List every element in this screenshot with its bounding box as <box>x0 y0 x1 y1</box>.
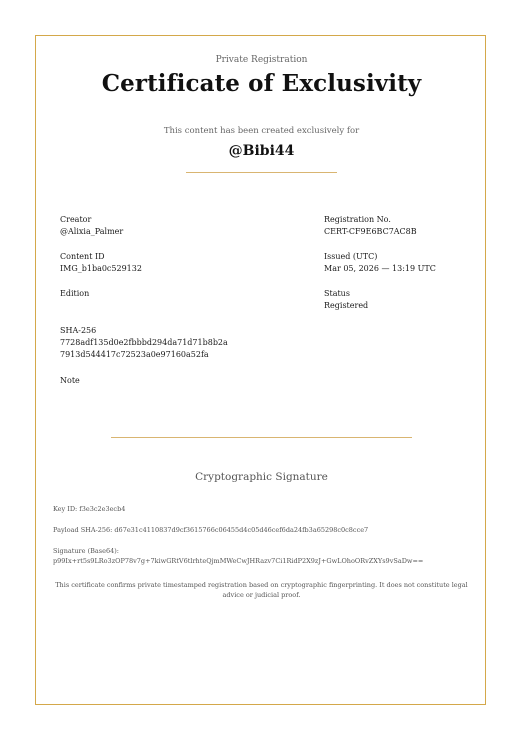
divider-long <box>111 437 412 438</box>
content-id-label: Content ID <box>60 252 105 261</box>
status-field <box>324 288 368 312</box>
edition-label: Edition <box>60 289 90 298</box>
signature-value: p99Ix+rt5s9LRo3zOP78v7g+7kiwGRtV6tlrhteQjmMWeCwJHRazv7Ci1RidP2X9zJ+GwLOhoORvZXYs9vSaDw== <box>53 557 424 565</box>
registration-no-label: Registration No. <box>324 215 391 224</box>
disclaimer-text: This certificate confirms private timestamped registration based on cryptographic fingerprinting. It does not constitute legal advice or judicial proof. <box>55 581 468 599</box>
certificate-title: Certificate of Exclusivity <box>101 70 422 97</box>
creator-label: Creator <box>60 215 92 224</box>
signature-label: Signature (Base64): <box>53 547 119 555</box>
issued-label: Issued (UTC) <box>324 252 378 261</box>
certificate-kicker: Private Registration <box>215 55 308 65</box>
status-label: Status <box>324 289 350 298</box>
divider-short <box>186 172 337 173</box>
registration-no-value: CERT-CF9E6BC7AC8B <box>324 227 417 236</box>
signature-heading: Cryptographic Signature <box>195 471 328 483</box>
content-id-value: IMG_b1ba0c529132 <box>60 264 142 273</box>
issued-field <box>324 251 436 275</box>
content-id-field <box>60 251 142 275</box>
status-value: Registered <box>324 301 369 310</box>
sha256-value-line2: 7913d544417c72523a0e97160a52fa <box>60 350 209 359</box>
edition-field <box>60 288 89 300</box>
sha256-field <box>60 325 228 361</box>
registration-no-field <box>324 214 417 238</box>
payload-hash: Payload SHA-256: d67e31c4110837d9cf3615766c06455d4c05d46cef6da24fb3a65298c0c8cce7 <box>53 526 369 534</box>
creator-value: @Alixia_Palmer <box>60 227 124 236</box>
creator-field <box>60 214 123 238</box>
note-field <box>60 375 80 387</box>
sha256-label: SHA-256 <box>60 326 97 335</box>
created-for-text: This content has been created exclusively for <box>163 126 360 136</box>
recipient-handle: @Bibi44 <box>228 143 295 159</box>
key-id: Key ID: f3e3c2e3ecb4 <box>53 505 126 513</box>
sha256-value-line1: 7728adf135d0e2fbbbd294da71d71b8b2a <box>60 338 228 347</box>
issued-value: Mar 05, 2026 — 13:19 UTC <box>324 264 436 273</box>
note-label: Note <box>60 376 80 385</box>
